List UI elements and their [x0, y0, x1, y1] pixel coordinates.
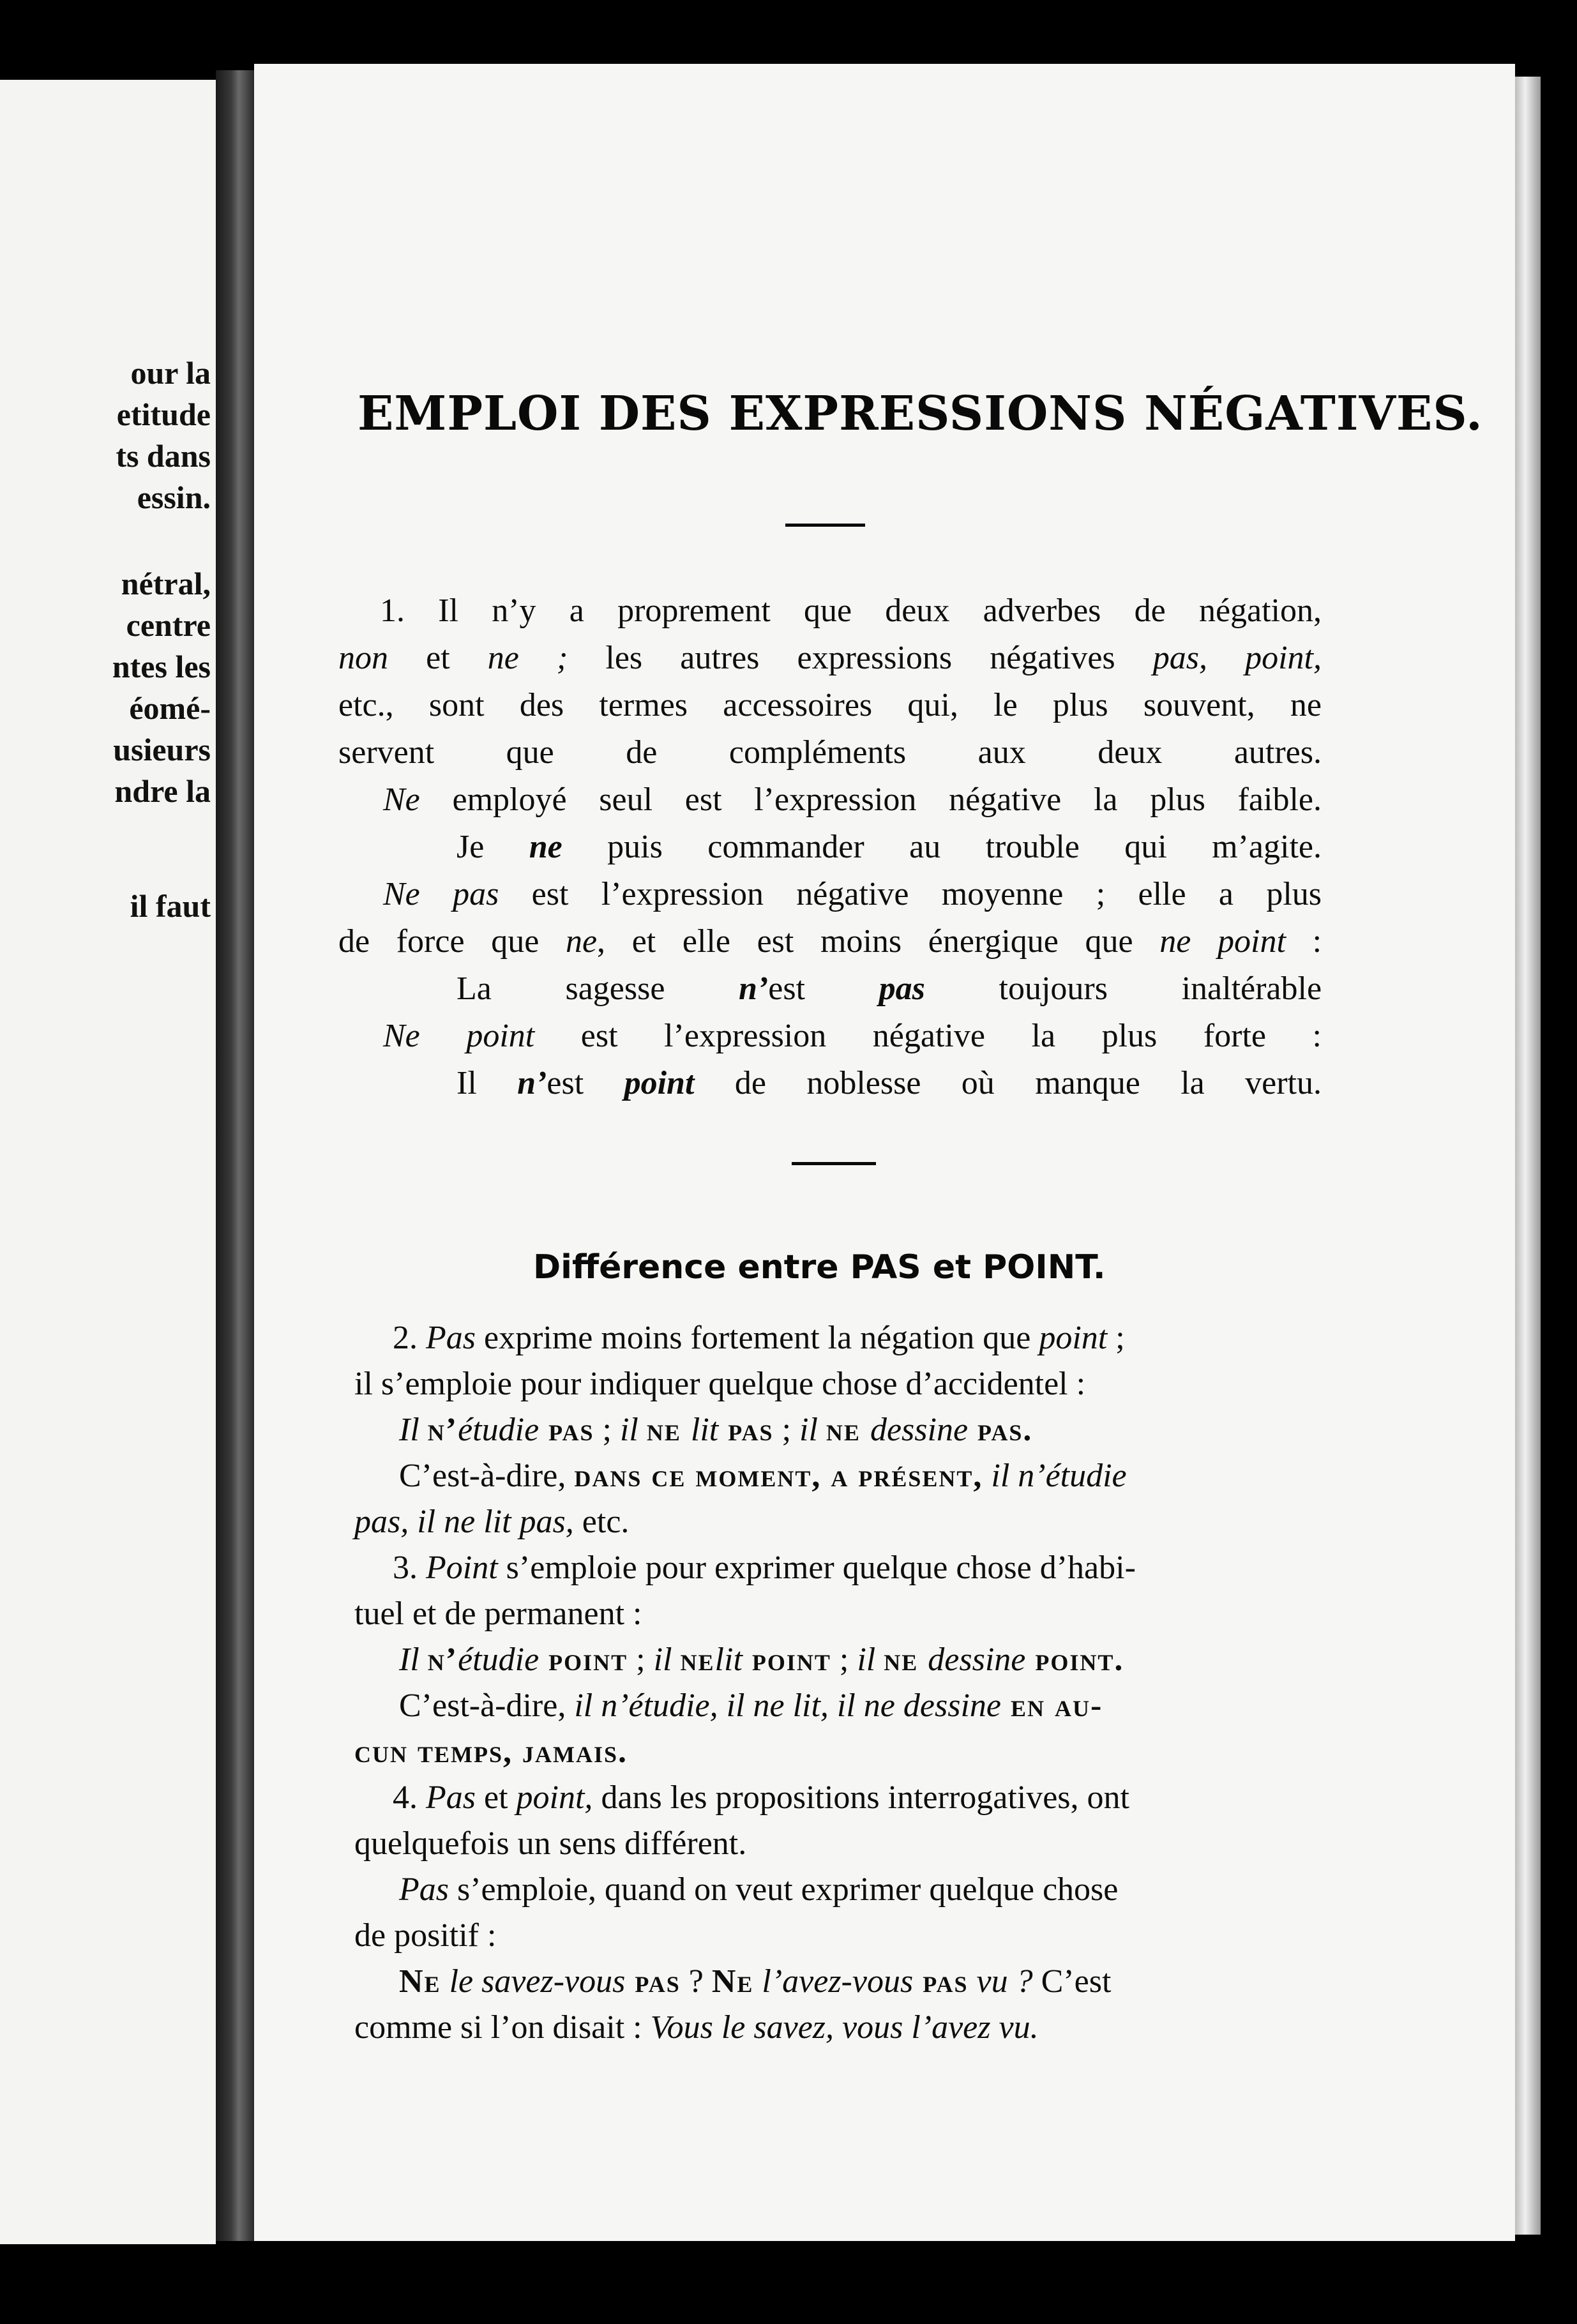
paragraph-line: 1. Il n’y a proprement que deux adverbes de négation,	[380, 592, 1322, 629]
text-small-caps: pas	[539, 1412, 594, 1448]
paragraph-line	[354, 1729, 1341, 1775]
heading-text: POINT	[983, 1248, 1093, 1286]
section-rule	[792, 1162, 876, 1165]
text: 4.	[393, 1779, 426, 1816]
text-small-caps: ne	[826, 1412, 870, 1448]
left-line: ntes les	[112, 649, 211, 684]
text: comme si l’on disait :	[354, 2009, 651, 2046]
left-line: il faut	[130, 888, 211, 924]
section-2-body	[354, 1315, 1341, 2051]
text-small-caps: pas.	[968, 1412, 1033, 1448]
text-italic: non	[338, 640, 388, 676]
heading-text: Différence entre	[533, 1248, 850, 1286]
text-small-caps: cun temps, jamais.	[354, 1733, 628, 1770]
text-italic: Ne	[383, 781, 420, 818]
text-italic: pas, il ne lit pas,	[354, 1504, 574, 1540]
left-page	[0, 80, 216, 2244]
text-italic: ne	[565, 923, 598, 960]
text-small-caps: pas	[625, 1963, 681, 2000]
text: est l’expression négative moyenne ; elle a plus	[499, 876, 1322, 912]
text: etc.	[573, 1504, 630, 1540]
text-small-caps: pas	[913, 1963, 969, 2000]
text-small-caps: en au-	[1000, 1687, 1103, 1724]
left-line: ts dans	[116, 438, 211, 474]
text-italic: Pas	[399, 1871, 449, 1908]
paragraph-line	[338, 1013, 1322, 1060]
paragraph-line: servent que de compléments aux deux autres.	[338, 734, 1322, 771]
text: est	[547, 1065, 624, 1101]
text-small-caps: point.	[1025, 1641, 1124, 1678]
text-italic: étudie	[458, 1641, 540, 1678]
paragraph-line: etc., sont des termes accessoires qui, le plus souvent, ne	[338, 687, 1322, 723]
left-line: etitude	[116, 396, 211, 432]
paragraph-line	[338, 635, 1322, 682]
text: est	[768, 970, 879, 1007]
text-italic: Il	[399, 1641, 428, 1678]
text-italic: Ne pas	[383, 876, 499, 912]
paragraph-line	[354, 1545, 1341, 1591]
left-line: nétral,	[121, 566, 211, 601]
text: 2.	[393, 1320, 426, 1356]
text-bold-italic: n’	[517, 1065, 547, 1101]
text-italic: le savez-vous	[441, 1963, 626, 2000]
paragraph-line: quelquefois un sens différent.	[354, 1825, 747, 1862]
page-title: EMPLOI DES EXPRESSIONS NÉGATIVES.	[358, 386, 1483, 441]
text: 3.	[393, 1550, 426, 1586]
text: ;	[773, 1412, 800, 1448]
book-gutter	[216, 70, 254, 2241]
text: dans les propositions interrogatives, ont	[592, 1779, 1129, 1816]
paragraph-line	[354, 2005, 1341, 2051]
page-edge	[1515, 77, 1541, 2235]
paragraph-line: tuel et de permanent :	[354, 1596, 642, 1632]
text-italic: ne point	[1159, 923, 1286, 960]
text: de force que	[338, 923, 566, 960]
text-italic: lit	[690, 1412, 719, 1448]
text: puis commander au trouble qui m’agite.	[562, 829, 1322, 865]
paragraph-line	[354, 1499, 1341, 1545]
text-italic: dessine	[928, 1641, 1026, 1678]
text-small-caps: point	[742, 1641, 831, 1678]
text-bold-italic: pas	[879, 970, 925, 1007]
text-italic: point	[1039, 1320, 1108, 1356]
text-italic: Point	[426, 1550, 498, 1586]
text-italic: Pas	[426, 1320, 476, 1356]
paragraph-line	[354, 1453, 1341, 1499]
example-line	[338, 965, 1322, 1013]
text-italic: étudie	[458, 1412, 540, 1448]
text-italic: Ne point	[383, 1018, 535, 1054]
example-line	[354, 1407, 1341, 1453]
paragraph-line	[338, 918, 1322, 965]
text-italic: point,	[516, 1779, 593, 1816]
text-small-caps: point	[539, 1641, 628, 1678]
paragraph-line: de positif :	[354, 1917, 497, 1954]
left-line: essin.	[137, 479, 211, 515]
left-line: centre	[126, 607, 211, 643]
text-small-caps: n’	[427, 1641, 458, 1678]
left-line: ndre la	[114, 773, 211, 809]
text-italic: Pas	[426, 1779, 476, 1816]
text-bold-italic: ne	[529, 829, 562, 865]
text: ;	[1107, 1320, 1125, 1356]
text: et	[476, 1779, 517, 1816]
text-small-caps: Ne	[711, 1963, 754, 2000]
text-italic: il	[799, 1412, 826, 1448]
text: exprime moins fortement la négation que	[476, 1320, 1039, 1356]
text: ?	[680, 1963, 712, 2000]
text-italic: il	[653, 1641, 681, 1678]
paragraph-line	[354, 1867, 1341, 1913]
title-rule	[785, 524, 865, 527]
text: :	[1285, 923, 1322, 960]
text: La sagesse	[456, 970, 739, 1007]
text-small-caps: dans ce moment, a présent,	[574, 1458, 983, 1494]
text: , et elle est moins énergique que	[597, 923, 1160, 960]
heading-text: PAS	[850, 1248, 921, 1286]
left-line: éomé-	[129, 690, 211, 726]
text-italic: il n’étudie	[983, 1458, 1127, 1494]
section-1-body	[338, 587, 1322, 1107]
paragraph-line	[354, 1683, 1341, 1729]
text: C’est-à-dire,	[399, 1458, 575, 1494]
text: C’est	[1032, 1963, 1112, 2000]
text: ;	[594, 1412, 620, 1448]
text-small-caps: n’	[427, 1412, 458, 1448]
text-italic: il n’étudie, il ne lit, il ne dessine	[574, 1687, 1001, 1724]
example-line	[338, 824, 1322, 871]
paragraph-line	[354, 1775, 1341, 1821]
example-line	[354, 1637, 1341, 1683]
text-italic: Il	[399, 1412, 428, 1448]
text: toujours inaltérable	[924, 970, 1322, 1007]
paragraph-line	[338, 871, 1322, 918]
text-italic: dessine	[870, 1412, 969, 1448]
example-line	[338, 1060, 1322, 1107]
text-small-caps: ne	[646, 1412, 691, 1448]
text: et	[388, 640, 488, 676]
paragraph-line: il s’emploie pour indiquer quelque chose d’accidentel :	[354, 1366, 1086, 1402]
paragraph-line	[338, 776, 1322, 824]
text: ;	[831, 1641, 857, 1678]
text-small-caps: pas	[718, 1412, 774, 1448]
text: s’emploie pour exprimer quelque chose d’habi-	[497, 1550, 1136, 1586]
text-bold-italic: n’	[739, 970, 769, 1007]
text: s’emploie, quand on veut exprimer quelque chose	[449, 1871, 1119, 1908]
text: Je	[456, 829, 529, 865]
text-italic: pas, point,	[1152, 640, 1322, 676]
text: ;	[628, 1641, 654, 1678]
text-italic: ne ;	[487, 640, 568, 676]
text-small-caps: ne	[680, 1641, 715, 1678]
example-line	[354, 1959, 1341, 2005]
text: de noblesse où manque la vertu.	[694, 1065, 1322, 1101]
text: employé seul est l’expression négative la plus faible.	[419, 781, 1322, 818]
text-italic: il	[857, 1641, 884, 1678]
text-italic: vu ?	[968, 1963, 1033, 2000]
text-italic: l’avez-vous	[753, 1963, 914, 2000]
text: les autres expressions négatives	[568, 640, 1153, 676]
heading-text: et	[921, 1248, 983, 1286]
text-small-caps: ne	[884, 1641, 928, 1678]
text: Il	[456, 1065, 518, 1101]
text-italic: lit	[714, 1641, 743, 1678]
section-2-heading	[533, 1248, 1106, 1286]
paragraph-line	[354, 1315, 1341, 1361]
text-bold-italic: point	[624, 1065, 695, 1101]
left-line: our la	[130, 355, 211, 391]
left-line: usieurs	[113, 732, 211, 767]
text: C’est-à-dire,	[399, 1687, 575, 1724]
text-italic: Vous le savez, vous l’avez vu.	[650, 2009, 1039, 2046]
heading-text: .	[1092, 1248, 1106, 1286]
text: est l’expression négative la plus forte :	[534, 1018, 1322, 1054]
text-small-caps: Ne	[399, 1963, 441, 2000]
text-italic: il	[619, 1412, 647, 1448]
